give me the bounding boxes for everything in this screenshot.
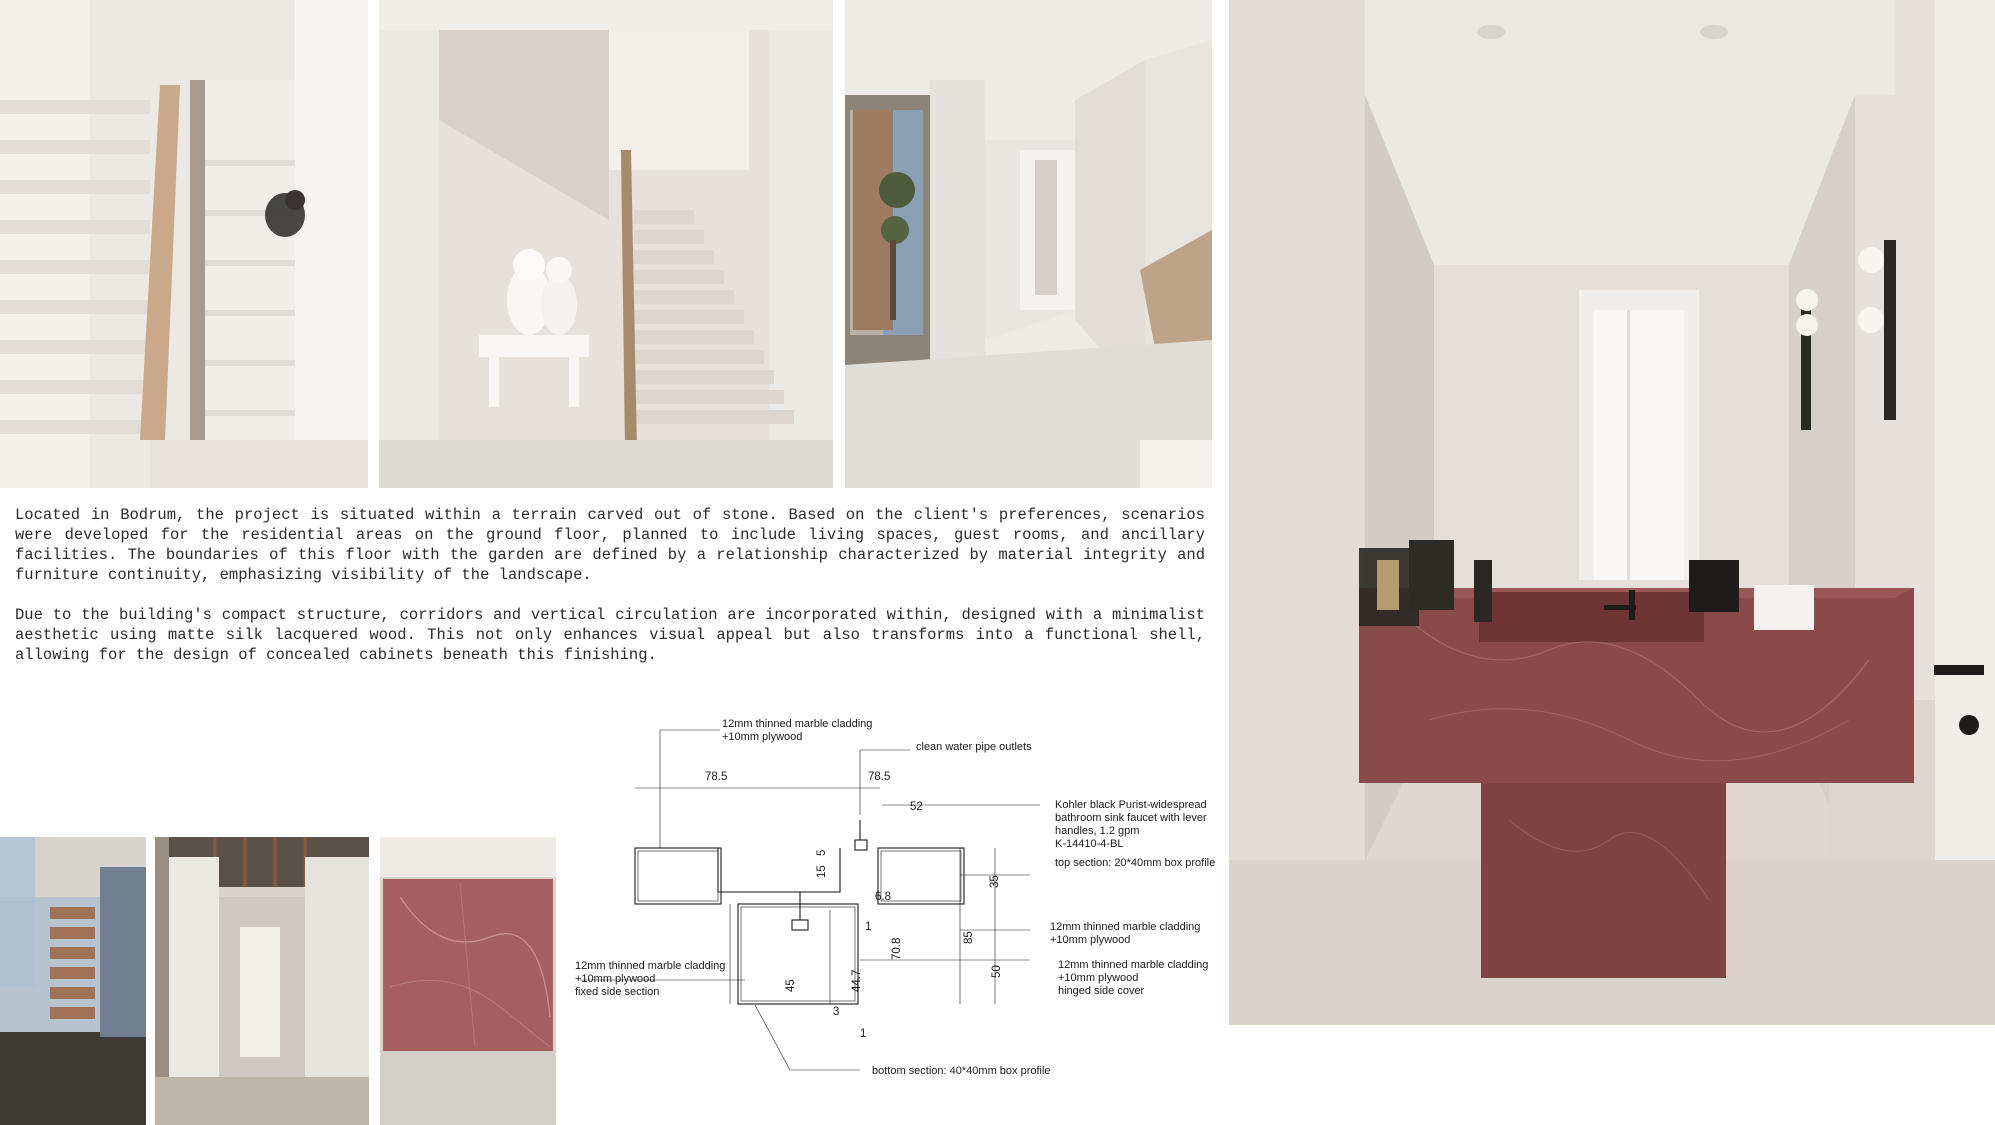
label-top-cladding-1: 12mm thinned marble cladding bbox=[722, 718, 873, 730]
dim-70-8: 70.8 bbox=[891, 937, 903, 960]
photo-construction-stairs bbox=[0, 837, 146, 1125]
dim-1-top: 1 bbox=[865, 921, 872, 933]
label-left-cladding-2: +10mm plywood bbox=[575, 973, 656, 985]
vanity-section-drawing bbox=[560, 700, 1260, 1100]
label-faucet-4: K-14410-4-BL bbox=[1055, 838, 1124, 850]
label-faucet-1: Kohler black Purist-widespread bbox=[1055, 799, 1207, 811]
photo-marble-sample bbox=[380, 837, 556, 1125]
dim-52: 52 bbox=[910, 801, 923, 813]
dim-78-5-right: 78.5 bbox=[868, 771, 891, 783]
label-water-outlets: clean water pipe outlets bbox=[916, 741, 1032, 753]
label-left-cladding-3: fixed side section bbox=[575, 986, 660, 998]
label-right-cladding-1: 12mm thinned marble cladding bbox=[1050, 921, 1201, 933]
label-hinged-1: 12mm thinned marble cladding bbox=[1058, 959, 1209, 971]
dim-1-bottom: 1 bbox=[860, 1028, 867, 1040]
label-hinged-3: hinged side cover bbox=[1058, 985, 1145, 997]
label-top-cladding-2: +10mm plywood bbox=[722, 731, 803, 743]
dim-6-8: 6.8 bbox=[875, 891, 891, 903]
photo-staircase-top-view bbox=[0, 0, 368, 488]
photo-staircase-sculpture bbox=[379, 0, 833, 488]
dim-50: 50 bbox=[991, 965, 1003, 978]
label-faucet-2: bathroom sink faucet with lever bbox=[1055, 812, 1207, 824]
dim-78-5-left: 78.5 bbox=[705, 771, 728, 783]
photo-corridor bbox=[845, 0, 1212, 488]
dim-3: 3 bbox=[833, 1006, 840, 1018]
description-paragraph-2: Due to the building's compact structure, corridors and vertical circulation are incorporated within, designed with a minimalist aesthetic using matte silk lacquered wood. This not only enhances visual appeal but also transforms into a functional shell, allowing for the design of concealed cabinets beneath this finishing. bbox=[15, 606, 1205, 664]
dim-44-7: 44.7 bbox=[851, 969, 863, 992]
label-bottom-section: bottom section: 40*40mm box profile bbox=[872, 1065, 1051, 1077]
dim-35: 35 bbox=[989, 875, 1001, 888]
label-faucet-3: handles, 1.2 gpm bbox=[1055, 825, 1140, 837]
label-left-cladding-1: 12mm thinned marble cladding bbox=[575, 960, 726, 972]
dim-85: 85 bbox=[963, 931, 975, 944]
photo-bathroom-vanity bbox=[1229, 0, 1995, 1025]
dim-15: 15 bbox=[816, 865, 828, 878]
label-hinged-2: +10mm plywood bbox=[1058, 972, 1139, 984]
dim-45: 45 bbox=[785, 979, 797, 992]
label-top-section: top section: 20*40mm box profile bbox=[1055, 857, 1216, 869]
description-paragraph-1: Located in Bodrum, the project is situated within a terrain carved out of stone. Based on the client's preferences, scenarios were developed for the residential areas on the ground floor, planned to include living spaces, guest rooms, and ancillary facilities. The boundaries of this floor with the garden are defined by a relationship characterized by material integrity and furniture continuity, emphasizing visibility of the landscape. bbox=[15, 506, 1205, 584]
label-right-cladding-2: +10mm plywood bbox=[1050, 934, 1131, 946]
project-description bbox=[15, 505, 1205, 685]
dim-5: 5 bbox=[816, 849, 828, 856]
photo-construction-corridor bbox=[155, 837, 369, 1125]
